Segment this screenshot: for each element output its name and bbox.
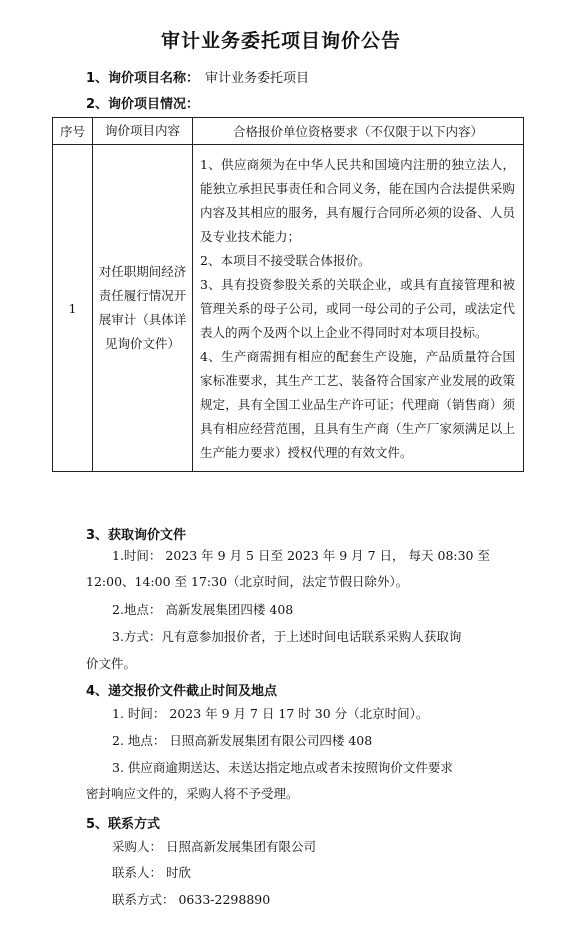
section-deadline-heading: 4、递交报价文件截止时间及地点	[86, 684, 278, 699]
contact-phone: 联系方式： 0633-2298890	[112, 892, 271, 907]
table-cell-requirements	[193, 145, 524, 472]
table-cell-no: 1	[53, 145, 93, 472]
table-header-no: 序号	[53, 118, 93, 145]
obtain-method-line2: 价文件。	[86, 656, 137, 671]
document-title: 审计业务委托项目询价公告	[160, 30, 401, 52]
deadline-note-line1: 3. 供应商逾期送达、未送达指定地点或者未按照询价文件要求	[112, 760, 453, 775]
deadline-place: 2. 地点： 日照高新发展集团有限公司四楼 408	[112, 733, 373, 748]
contact-person: 联系人： 时欣	[112, 865, 191, 880]
requirements-table	[52, 117, 524, 472]
obtain-place: 2.地点： 高新发展集团四楼 408	[112, 602, 294, 617]
section-project-name	[86, 67, 309, 86]
requirement-4: 4、生产商需拥有相应的配套生产设施，产品质量符合国家标准要求，其生产工艺、装备符合国家产业发展的政策规定，具有全国工业品生产许可证；代理商（销售商）须具有相应经营范围，且具有生产商（生产厂家须满足以上生产能力要求）授权代理的有效文件。	[200, 349, 515, 460]
obtain-time-line1: 1.时间： 2023 年 9 月 5 日至 2023 年 9 月 7 日， 每天 08:30 至	[112, 548, 490, 563]
section-project-name-heading: 1、询价项目名称：	[86, 71, 200, 86]
section-obtain-heading: 3、获取询价文件	[86, 528, 187, 543]
requirement-1: 1、供应商须为在中华人民共和国境内注册的独立法人，能独立承担民事责任和合同义务，能在国内合法提供采购内容及其相应的服务，具有履行合同所必须的设备、人员及专业技术能力；	[200, 157, 515, 244]
section-contact-heading: 5、联系方式	[86, 817, 161, 832]
obtain-time-line2: 12:00、14:00 至 17:30（北京时间，法定节假日除外）。	[86, 574, 409, 589]
requirement-2: 2、本项目不接受联合体报价。	[200, 253, 371, 268]
contact-buyer: 采购人： 日照高新发展集团有限公司	[112, 839, 316, 854]
table-header-requirements: 合格报价单位资格要求（不仅限于以下内容）	[193, 118, 524, 145]
table-header-item: 询价项目内容	[93, 118, 193, 145]
obtain-method-line1: 3.方式：凡有意参加报价者，于上述时间电话联系采购人获取询	[112, 629, 462, 644]
deadline-time: 1. 时间： 2023 年 9 月 7 日 17 时 30 分（北京时间）。	[112, 706, 429, 721]
table-header-row	[53, 118, 524, 145]
section-project-info-heading: 2、询价项目情况：	[86, 97, 200, 112]
section-project-name-value: 审计业务委托项目	[205, 71, 310, 86]
requirement-3: 3、具有投资参股关系的关联企业，或具有直接管理和被管理关系的母子公司，或同一母公司的子公司，或法定代表人的两个及两个以上企业不得同时对本项目投标。	[200, 277, 515, 340]
table-row	[53, 145, 524, 472]
deadline-note-line2: 密封响应文件的，采购人将不予受理。	[86, 786, 299, 801]
table-cell-item: 对任职期间经济责任履行情况开展审计（具体详见询价文件）	[93, 145, 193, 472]
